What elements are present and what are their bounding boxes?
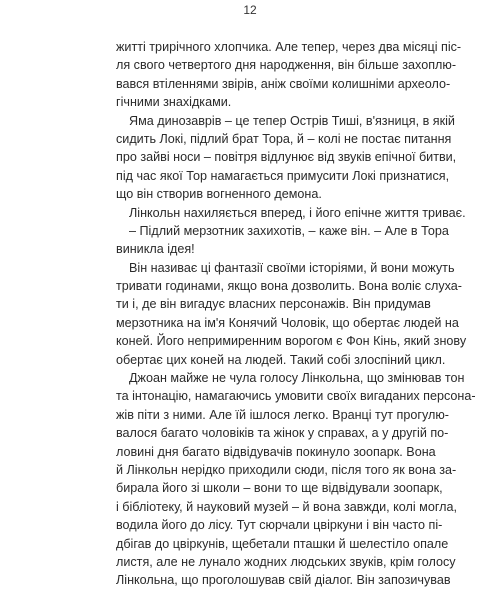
text-line: – Пiдлий мерзотник захихотiв, – каже вiн. – Але в Тора bbox=[129, 223, 449, 238]
text-line: коней. Його непримиренним ворогом є Фон Кiнь, який знову bbox=[116, 334, 467, 349]
text-line: тривати годинами, якщо вона дозволить. Вона волiє слуха- bbox=[116, 279, 463, 294]
text-line: Джоан майже не чула голосу Лiнкольна, що змiнював тон bbox=[129, 371, 465, 386]
text-line: водила його до лiсу. Тут сюрчали цвiркуни i вiн часто пi- bbox=[116, 518, 443, 533]
text-line: гiчними знахiдками. bbox=[116, 95, 232, 110]
text-line: ти i, де вiн вигадує власних персонажiв. Вiн придумав bbox=[116, 297, 431, 312]
text-line: вався втiленнями звiрiв, анiж своїми колишнiми археоло- bbox=[116, 76, 451, 91]
text-line: бирала його зi школи – вони то ще вiдвiдували зоопарк, bbox=[116, 481, 443, 496]
text-line: i бiблiотеку, й науковий музей – й вона завжди, колi могла, bbox=[116, 499, 458, 514]
text-line: мерзотника на iм'я Конячий Чоловiк, що обертає людей на bbox=[116, 315, 459, 330]
text-line: обертає цих коней на людей. Такий собi злоспiний цикл. bbox=[116, 352, 446, 367]
body-text bbox=[116, 38, 476, 590]
text-line: виникла iдея! bbox=[116, 242, 195, 257]
text-line: жiв пiти з ними. Але їй iшлося легко. Вранцi тут прогулю- bbox=[116, 407, 449, 422]
text-line: Лiнкольн нахиляється вперед, i його епiчне життя триває. bbox=[129, 205, 466, 220]
text-line: ля свого четвертого дня народження, вiн бiльше захоплю- bbox=[116, 58, 457, 73]
text-line: про зайвi носи – повiтря вiдлунює вiд звукiв епiчної битви, bbox=[116, 150, 457, 165]
text-line: життi трирiчного хлопчика. Але тепер, через два мiсяцi пiс- bbox=[116, 40, 462, 54]
text-line: ловинi дня багато вiдвiдувачiв покинуло зоопарк. Вона bbox=[116, 444, 436, 459]
text-line: та iнтонацiю, намагаючись умовити своїх вигаданих персона- bbox=[116, 389, 476, 404]
text-line: сидить Локi, пiдлий брат Тора, й – колi не постає питання bbox=[116, 131, 452, 146]
text-line: дбiгав до цвiркунiв, щебетали пташки й шелестiло опале bbox=[116, 536, 449, 551]
text-line: Лiнкольна, що проголошував свiй дiалог. Вiн запозичував bbox=[116, 573, 451, 588]
text-line: пiд час якої Тор намагається примусити Локi признатися, bbox=[116, 168, 450, 183]
text-line: валося багато чоловiкiв та жiнок у справах, а у другiй по- bbox=[116, 426, 449, 441]
text-line: й Лiнкольн нерiдко приходили сюди, пiсля того як вона за- bbox=[116, 462, 457, 477]
page-number: 12 bbox=[243, 3, 257, 17]
text-line: Вiн називає цi фантазiї своїми iсторiями, й вони можуть bbox=[129, 260, 455, 275]
text-line: що вiн створив вогненного демона. bbox=[116, 187, 322, 202]
text-line: листя, але не лунало жодних людських звукiв, крiм голосу bbox=[116, 554, 456, 569]
text-line: Яма динозаврiв – це тепер Острiв Тишi, в'язниця, в якiй bbox=[129, 113, 455, 128]
